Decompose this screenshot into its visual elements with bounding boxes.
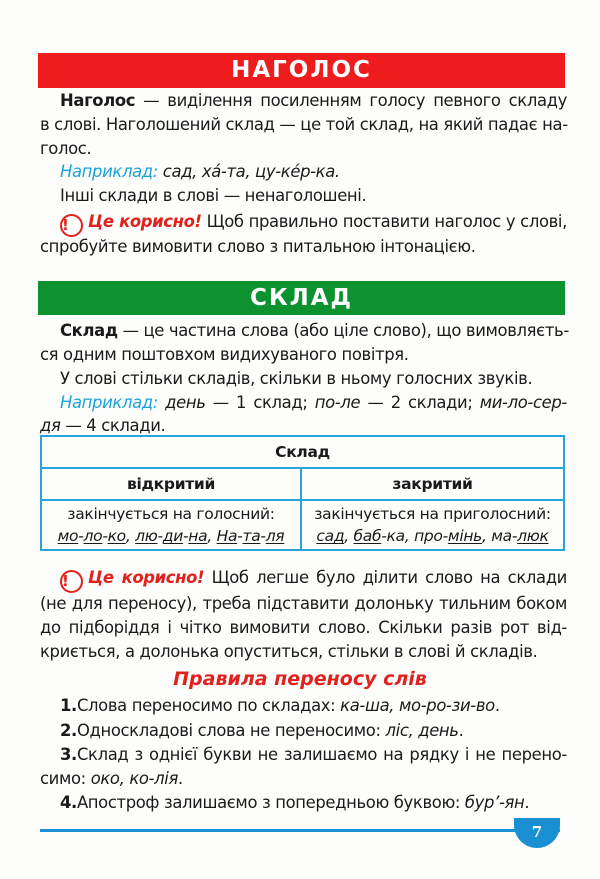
syllable-definition-line-2: ся одним поштовхом видихуваного повітря. xyxy=(40,345,409,364)
stress-tip-line-2: спробуйте вимовити слово з питальною інтонацією. xyxy=(40,237,476,256)
syllable-tip-line-3: до підборіддя і чітко вимовити слово. Скільки разів рот від- xyxy=(40,618,567,637)
footer-divider xyxy=(40,829,560,832)
syllable-example-line-1: Наприклад: день — 1 склад; по-ле — 2 склади; ми-ло-сер- xyxy=(60,393,567,412)
syllable-types-table xyxy=(40,435,565,551)
example-label: Наприклад: xyxy=(60,162,158,181)
open-examples: мо-ло-ко, лю-ди-на, На-та-ля xyxy=(57,527,285,545)
stress-definition-line-1: Наголос — виділення посиленням голосу певного складу xyxy=(60,91,567,110)
stress-definition-line-2: в слові. Наголошений склад — це той склад, на який падає на- xyxy=(40,115,568,134)
section-title-syllable: СКЛАД xyxy=(38,281,565,315)
syllable-tip-line-1: ! Це корисно! Щоб легше було ділити слово на склади xyxy=(60,566,567,593)
tip-label: Це корисно! xyxy=(88,212,202,231)
syllable-definition-line-1: Склад — це частина слова (або ціле слово), що вимовляєть- xyxy=(60,321,569,340)
rule-item: 2.Односкладові слова не переносимо: ліс, день. xyxy=(60,721,464,740)
syllable-term: Склад xyxy=(60,321,118,340)
page-number: 7 xyxy=(514,818,560,848)
rule-item: 3.Склад з однієї букви не залишаємо на рядку і не перено- xyxy=(60,745,567,764)
stress-term: Наголос xyxy=(60,91,136,110)
stress-example: Наприклад: сад, ха́-та, цу-ке́р-ка. xyxy=(60,162,340,181)
section-title-stress: НАГОЛОС xyxy=(38,53,565,88)
closed-syllable-cell xyxy=(301,500,564,550)
syllable-tip-line-2: (не для переносу), треба підставити долоньку тильним боком xyxy=(40,594,567,613)
rule-item: 4.Апостроф залишаємо з попередньою буквою: бур’-ян. xyxy=(60,793,530,812)
exclamation-circle-icon: ! xyxy=(60,214,83,237)
column-open: відкритий xyxy=(41,468,301,500)
tip-label: Це корисно! xyxy=(88,568,205,587)
open-description: закінчується на голосний: xyxy=(67,505,275,523)
example-label: Наприклад: xyxy=(60,393,158,412)
closed-description: закінчується на приголосний: xyxy=(314,505,551,523)
exclamation-circle-icon: ! xyxy=(60,570,83,593)
unstressed-note: Інші склади в слові — ненаголошені. xyxy=(60,186,367,205)
syllable-tip-line-4: криється, а долонька опуститься, стільки в слові й складів. xyxy=(40,642,538,661)
rule-item-continuation: симо: око, ко-лія. xyxy=(40,769,183,788)
stress-definition-line-3: голос. xyxy=(40,139,92,158)
column-closed: закритий xyxy=(301,468,564,500)
closed-examples: сад, баб-ка, про-мінь, ма-люк xyxy=(316,527,549,545)
hyphenation-rules-title: Правила переносу слів xyxy=(173,668,427,690)
stress-tip-line-1: ! Це корисно! Щоб правильно поставити наголос у слові, xyxy=(60,210,567,237)
table-header: Склад xyxy=(41,436,564,468)
open-syllable-cell xyxy=(41,500,301,550)
syllable-count-rule: У слові стільки складів, скільки в ньому голосних звуків. xyxy=(60,369,533,388)
syllable-example-line-2: дя — 4 склади. xyxy=(40,416,166,435)
rule-item: 1.Слова переносимо по складах: ка-ша, мо-ро-зи-во. xyxy=(60,696,500,715)
